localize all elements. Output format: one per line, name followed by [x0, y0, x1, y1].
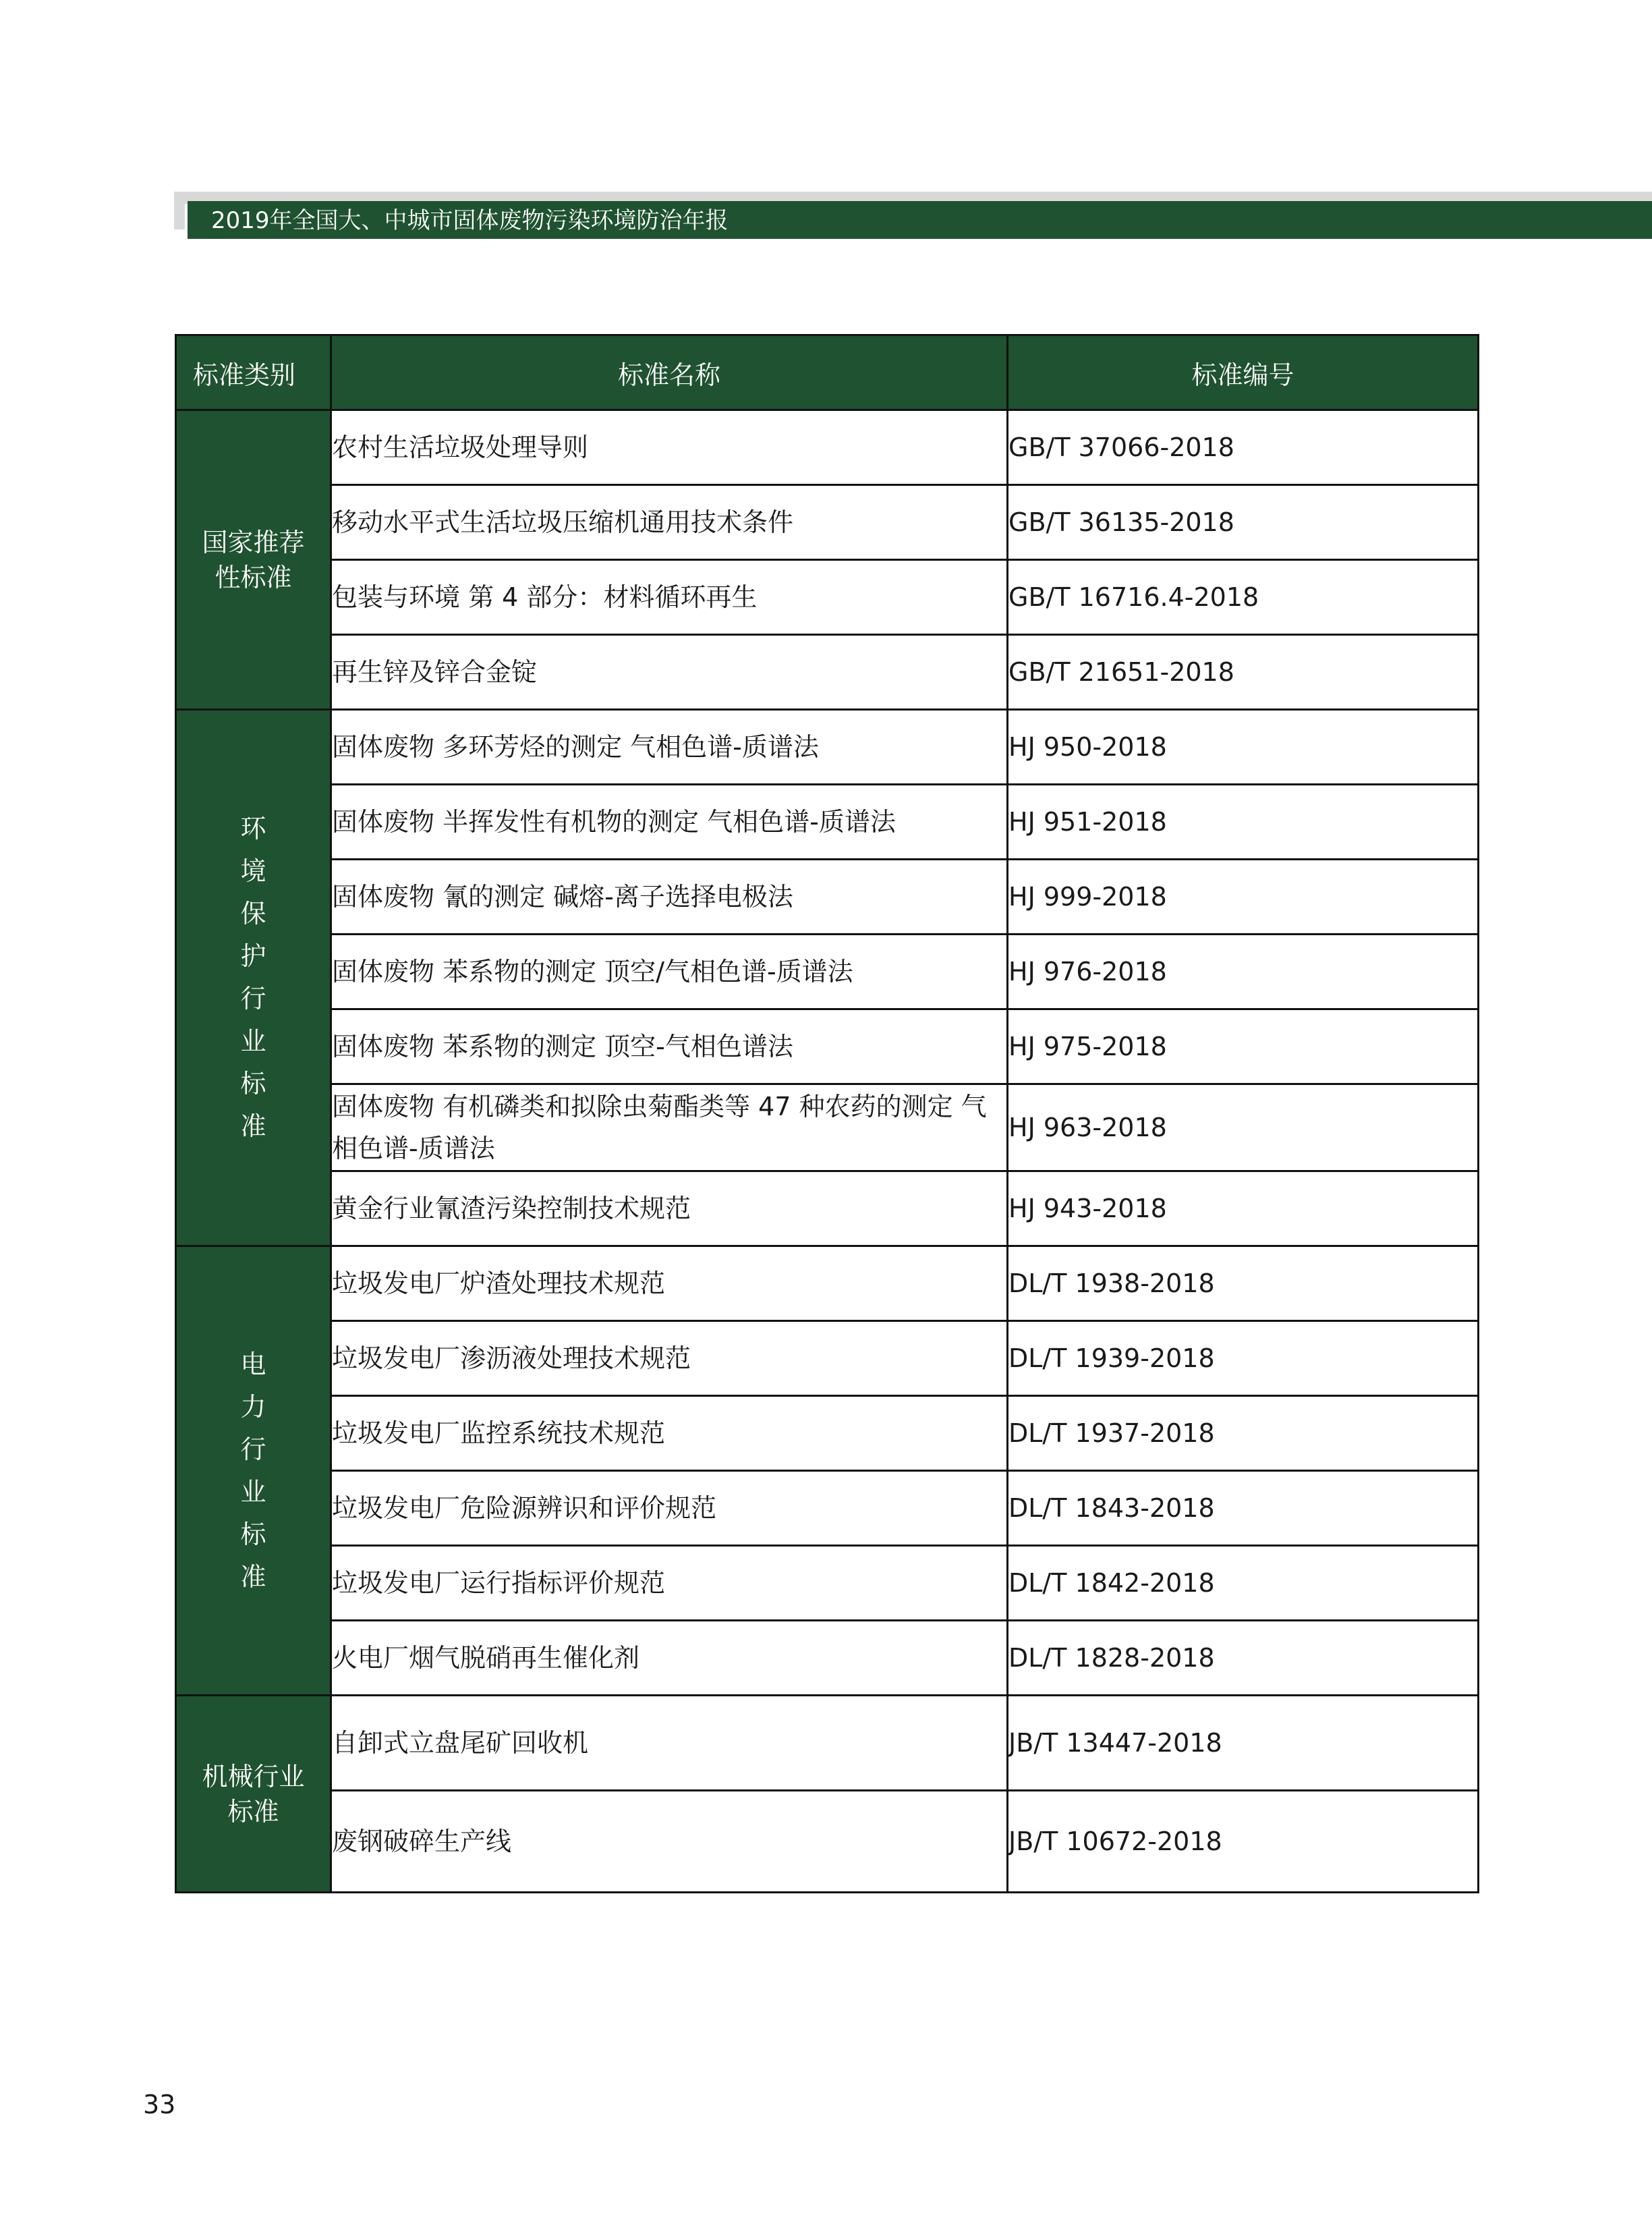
standard-name: 固体废物 氰的测定 碱熔-离子选择电极法	[331, 860, 1008, 935]
standard-name: 再生锌及锌合金锭	[331, 635, 1008, 710]
standard-code: JB/T 10672-2018	[1008, 1791, 1479, 1893]
standards-table	[175, 334, 1479, 1893]
standard-code: JB/T 13447-2018	[1008, 1696, 1479, 1791]
table-row	[176, 1246, 1479, 1321]
standard-code: DL/T 1937-2018	[1008, 1396, 1479, 1471]
column-header-category: 标准类别	[176, 335, 331, 410]
standard-name: 垃圾发电厂危险源辨识和评价规范	[331, 1471, 1008, 1546]
page-number: 33	[143, 2090, 176, 2119]
table-row	[176, 410, 1479, 485]
standard-code: HJ 950-2018	[1008, 710, 1479, 785]
table-row	[176, 635, 1479, 710]
standard-code: HJ 963-2018	[1008, 1084, 1479, 1171]
standard-code: HJ 975-2018	[1008, 1009, 1479, 1084]
standard-code: HJ 943-2018	[1008, 1171, 1479, 1246]
category-machinery: 机械行业标准	[176, 1696, 331, 1893]
standard-name: 垃圾发电厂渗沥液处理技术规范	[331, 1321, 1008, 1396]
table-row	[176, 1009, 1479, 1084]
table-row	[176, 710, 1479, 785]
table-row	[176, 1471, 1479, 1546]
standard-name: 固体废物 苯系物的测定 顶空-气相色谱法	[331, 1009, 1008, 1084]
standard-name: 包装与环境 第 4 部分：材料循环再生	[331, 560, 1008, 635]
category-electric-power: 电力行业标准	[176, 1246, 331, 1696]
table-row	[176, 1396, 1479, 1471]
table-row	[176, 1546, 1479, 1621]
standard-code: DL/T 1828-2018	[1008, 1621, 1479, 1696]
table-header-row	[176, 335, 1479, 410]
category-national-recommended: 国家推荐性标准	[176, 410, 331, 710]
standard-name: 固体废物 有机磷类和拟除虫菊酯类等 47 种农药的测定 气相色谱-质谱法	[331, 1084, 1008, 1171]
standard-name: 黄金行业氰渣污染控制技术规范	[331, 1171, 1008, 1246]
standard-name: 移动水平式生活垃圾压缩机通用技术条件	[331, 485, 1008, 560]
standard-name: 垃圾发电厂运行指标评价规范	[331, 1546, 1008, 1621]
table-row	[176, 785, 1479, 860]
standard-name: 固体废物 苯系物的测定 顶空/气相色谱-质谱法	[331, 935, 1008, 1009]
standard-name: 废钢破碎生产线	[331, 1791, 1008, 1893]
standard-code: HJ 951-2018	[1008, 785, 1479, 860]
table-row	[176, 1321, 1479, 1396]
table-row	[176, 860, 1479, 935]
standard-name: 火电厂烟气脱硝再生催化剂	[331, 1621, 1008, 1696]
standard-name: 农村生活垃圾处理导则	[331, 410, 1008, 485]
standard-code: GB/T 36135-2018	[1008, 485, 1479, 560]
column-header-code: 标准编号	[1008, 335, 1479, 410]
standard-name: 固体废物 半挥发性有机物的测定 气相色谱-质谱法	[331, 785, 1008, 860]
table-row	[176, 560, 1479, 635]
table-row	[176, 1696, 1479, 1791]
standard-code: GB/T 21651-2018	[1008, 635, 1479, 710]
standard-name: 固体废物 多环芳烃的测定 气相色谱-质谱法	[331, 710, 1008, 785]
table-row	[176, 1621, 1479, 1696]
table-row	[176, 485, 1479, 560]
table-row	[176, 1084, 1479, 1171]
standard-name: 垃圾发电厂监控系统技术规范	[331, 1396, 1008, 1471]
standard-code: DL/T 1938-2018	[1008, 1246, 1479, 1321]
standard-code: GB/T 16716.4-2018	[1008, 560, 1479, 635]
column-header-name: 标准名称	[331, 335, 1008, 410]
standard-name: 自卸式立盘尾矿回收机	[331, 1696, 1008, 1791]
standard-code: HJ 976-2018	[1008, 935, 1479, 1009]
standard-code: GB/T 37066-2018	[1008, 410, 1479, 485]
standard-code: DL/T 1842-2018	[1008, 1546, 1479, 1621]
standard-code: HJ 999-2018	[1008, 860, 1479, 935]
table-row	[176, 935, 1479, 1009]
report-title: 2019年全国大、中城市固体废物污染环境防治年报	[211, 207, 729, 234]
table-row	[176, 1171, 1479, 1246]
standard-code: DL/T 1843-2018	[1008, 1471, 1479, 1546]
table-row	[176, 1791, 1479, 1893]
standard-code: DL/T 1939-2018	[1008, 1321, 1479, 1396]
category-environmental-protection: 环境保护行业标准	[176, 710, 331, 1246]
standard-name: 垃圾发电厂炉渣处理技术规范	[331, 1246, 1008, 1321]
